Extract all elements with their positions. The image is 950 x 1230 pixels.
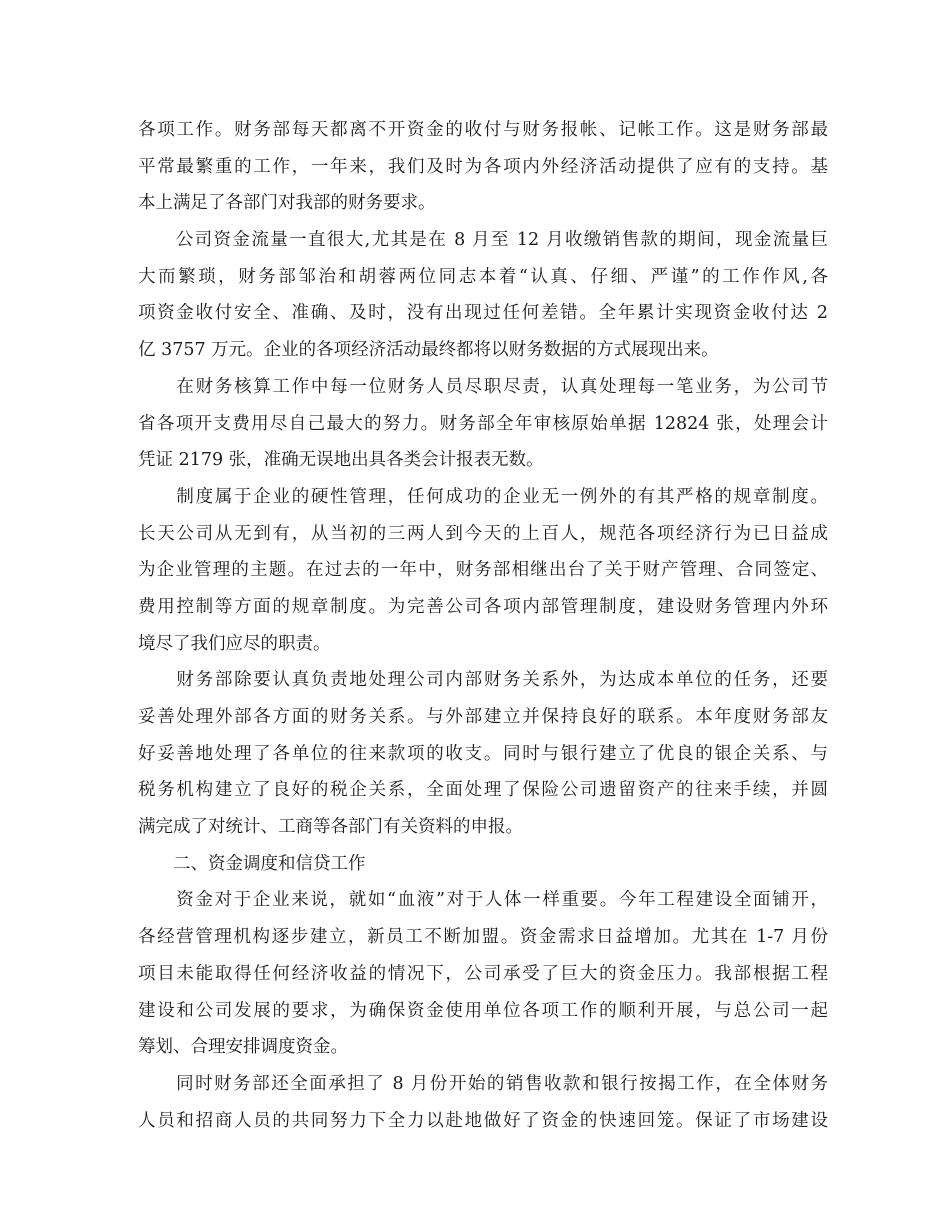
text-line: 省各项开支费用尽自己最大的努力。财务部全年审核原始单据 12824 张，处理会计: [138, 413, 828, 434]
text-line: 妥善处理外部各方面的财务关系。与外部建立并保持良好的联系。本年度财务部友: [138, 707, 828, 727]
text-line: 人员和招商人员的共同努力下全力以赴地做好了资金的快速回笼。保证了市场建设: [138, 1110, 828, 1131]
text-line: 财务部除要认真负责地处理公司内部财务关系外，为达成本单位的任务，还要: [138, 670, 828, 691]
text-line: 满完成了对统计、工商等各部门有关资料的申报。: [138, 817, 523, 838]
text-line: 税务机构建立了良好的税企关系，全面处理了保险公司遗留资产的往来手续，并圆: [138, 780, 828, 801]
text-line: 各项工作。财务部每天都离不开资金的收付与财务报帐、记帐工作。这是财务部最: [138, 120, 828, 140]
text-line: 项目未能取得任何经济收益的情况下，公司承受了巨大的资金压力。我部根据工程: [138, 963, 828, 984]
text-line: 好妥善地处理了各单位的往来款项的收支。同时与银行建立了优良的银企关系、与: [138, 743, 828, 764]
text-line: 本上满足了各部门对我部的财务要求。: [138, 193, 436, 214]
text-line: 在财务核算工作中每一位财务人员尽职尽责，认真处理每一笔业务，为公司节: [138, 376, 828, 397]
text-line: 同时财务部还全面承担了 8 月份开始的销售收款和银行按揭工作，在全体财务: [138, 1073, 828, 1094]
text-line: 资金对于企业来说，就如“血液”对于人体一样重要。今年工程建设全面铺开，: [138, 890, 828, 911]
text-line: 费用控制等方面的规章制度。为完善公司各项内部管理制度，建设财务管理内外环: [138, 596, 828, 617]
text-line: 长天公司从无到有，从当初的三两人到今天的上百人，规范各项经济行为已日益成: [138, 523, 828, 544]
text-line: 筹划、合理安排调度资金。: [138, 1037, 348, 1058]
text-line: 亿 3757 万元。企业的各项经济活动最终都将以财务数据的方式展现出来。: [138, 340, 719, 361]
section-heading: 二、资金调度和信贷工作: [138, 853, 366, 874]
text-line: 为企业管理的主题。在过去的一年中，财务部相继出台了关于财产管理、合同签定、: [138, 560, 828, 581]
text-line: 平常最繁重的工作，一年来，我们及时为各项内外经济活动提供了应有的支持。基: [138, 156, 828, 177]
text-line: 各经营管理机构逐步建立，新员工不断加盟。资金需求日益增加。尤其在 1-7 月份: [138, 927, 828, 948]
text-line: 凭证 2179 张，准确无误地出具各类会计报表无数。: [138, 450, 544, 471]
text-line: 制度属于企业的硬性管理，任何成功的企业无一例外的有其严格的规章制度。: [138, 486, 828, 507]
document-body: [138, 112, 828, 1139]
text-line: 大而繁琐，财务部邹治和胡蓉两位同志本着“认真、仔细、严谨”的工作作风,各: [138, 266, 828, 287]
text-line: 公司资金流量一直很大,尤其是在 8 月至 12 月收缴销售款的期间，现金流量巨: [138, 230, 828, 251]
text-line: 建设和公司发展的要求，为确保资金使用单位各项工作的顺利开展，与总公司一起: [138, 1000, 828, 1021]
text-line: 境尽了我们应尽的职责。: [138, 633, 331, 654]
text-line: 项资金收付安全、准确、及时，没有出现过任何差错。全年累计实现资金收付达 2: [138, 303, 828, 324]
